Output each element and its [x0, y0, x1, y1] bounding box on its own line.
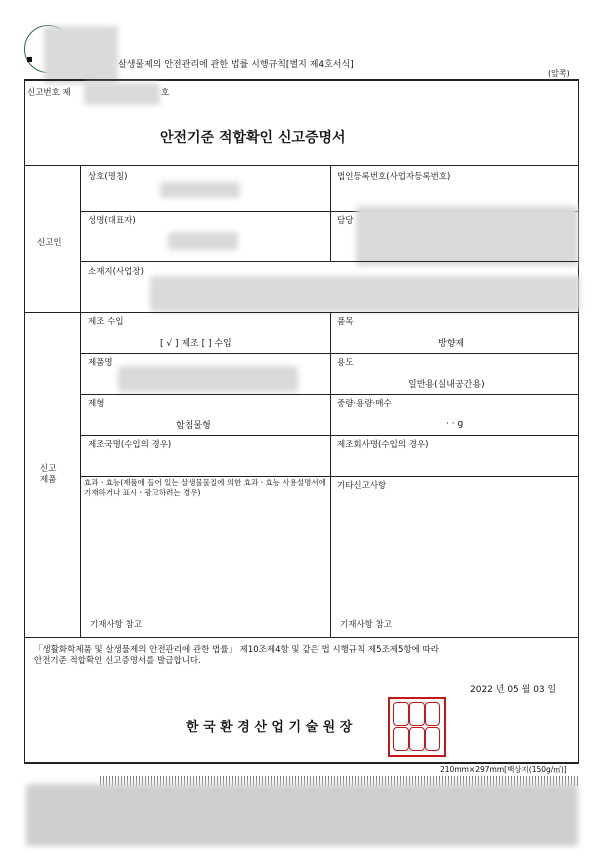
manufacture-import-value: [ √ ] 제조 [ ] 수입	[160, 339, 232, 349]
manufacturer-label: 제조회사명(수입의 경우)	[337, 440, 429, 450]
product-section-label: 신고 제품	[40, 464, 57, 485]
usage-value: 일반용(실내공간용)	[408, 380, 485, 390]
product-name-label: 제품명	[88, 358, 113, 368]
remarks-right: 기재사항 참고	[340, 620, 392, 630]
declarant-section-label: 신고인	[37, 238, 62, 248]
weight-label: 중량·용량·매수	[337, 399, 392, 409]
checkbox-marker-icon	[27, 57, 32, 62]
item-label: 품목	[337, 317, 354, 327]
address-label: 소재지(사업장)	[88, 267, 144, 277]
usage-label: 용도	[337, 358, 354, 368]
official-seal	[388, 697, 446, 757]
efficacy-label: 효과ㆍ효능(제품에 들어 있는 살생물물질에 의한 효과ㆍ효능 사용설명서에 기재하거나 표시ㆍ광고하려는 경우)	[84, 478, 326, 497]
redacted-company-name	[160, 182, 240, 198]
origin-country-label: 제조국명(수입의 경우)	[88, 440, 172, 450]
certificate-title: 안전기준 적합확인 신고증명서	[160, 130, 346, 146]
redacted-certificate-number	[84, 83, 160, 105]
manager-label: 담당	[337, 216, 354, 226]
representative-label: 성명(대표자)	[88, 216, 136, 226]
form-value: 함침물형	[176, 421, 211, 431]
certificate-number-suffix: 호	[161, 88, 170, 98]
registration-number-label: 법인등록번호(사업자등록번호)	[337, 172, 451, 182]
form-label: 제형	[88, 399, 105, 409]
redacted-address	[150, 276, 580, 312]
statement-line-2: 안전기준 적합확인 신고증명서를 발급합니다.	[34, 656, 201, 666]
weight-value: · · g	[446, 419, 464, 429]
other-report-label: 기타신고사항	[337, 481, 387, 491]
certificate-number-label: 신고번호 제	[27, 88, 71, 98]
manufacture-import-label: 제조 수입	[88, 317, 124, 327]
paper-spec: 210mm×297mm[백상지(150g/㎡)]	[440, 765, 567, 774]
item-value: 방향제	[438, 339, 465, 349]
side-marker: (앞쪽)	[548, 69, 570, 78]
redacted-representative	[168, 232, 238, 250]
form-reference: 살생물제의 안전관리에 관한 법률 시행규칙[별지 제4호서식]	[118, 60, 354, 70]
issuer-name: 한 국 환 경 산 업 기 술 원 장	[186, 720, 353, 735]
redacted-product-name	[118, 366, 298, 392]
company-name-label: 상호(명칭)	[88, 172, 128, 182]
redacted-area	[44, 26, 118, 84]
statement-line-1: 「생활화학제품 및 살생물제의 안전관리에 관한 법률」 제10조제4항 및 같은 법 시행규칙 제5조제5항에 따라	[34, 645, 439, 655]
issue-date: 2022 년 05 월 03 일	[470, 685, 557, 695]
redacted-manager	[356, 206, 578, 266]
redacted-footer-area	[26, 784, 578, 846]
remarks-left: 기재사항 참고	[90, 620, 142, 630]
